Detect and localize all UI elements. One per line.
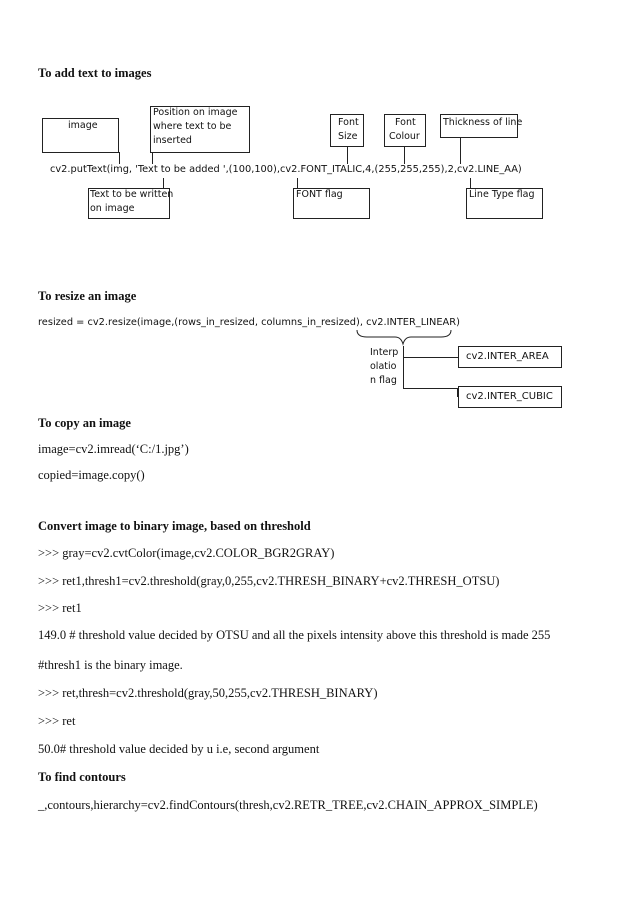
threshold-line7: >>> ret xyxy=(38,714,76,728)
label-position-line3: inserted xyxy=(153,135,192,146)
heading-copy: To copy an image xyxy=(38,416,131,430)
label-thickness: Thickness of line xyxy=(443,117,523,128)
connector-font-size xyxy=(347,147,348,164)
label-font-size-line1: Font xyxy=(338,117,359,128)
connector-font-colour xyxy=(404,147,405,164)
connector-thickness xyxy=(460,138,461,164)
curly-brace-icon xyxy=(355,328,455,348)
label-font-colour-line2: Colour xyxy=(389,131,420,142)
interp-connector-vertical xyxy=(403,346,404,388)
heading-contours: To find contours xyxy=(38,770,126,784)
interp-connector-area xyxy=(403,357,458,358)
label-font-flag: FONT flag xyxy=(296,189,343,200)
option-inter-area: cv2.INTER_AREA xyxy=(466,351,549,362)
threshold-line8: 50.0# threshold value decided by u i.e, second argument xyxy=(38,742,320,756)
threshold-line3: >>> ret1 xyxy=(38,601,82,615)
heading-resize: To resize an image xyxy=(38,289,137,303)
puttext-code: cv2.putText(img, 'Text to be added ',(100,100),cv2.FONT_ITALIC,4,(255,255,255),2,cv2.LINE_AA) xyxy=(50,164,522,175)
connector-text-written xyxy=(163,178,164,188)
label-position-line1: Position on image xyxy=(153,107,238,118)
label-line-type-flag: Line Type flag xyxy=(469,189,535,200)
threshold-line1: >>> gray=cv2.cvtColor(image,cv2.COLOR_BGR2GRAY) xyxy=(38,546,335,560)
label-text-written-line1: Text to be written xyxy=(90,189,174,200)
option-inter-cubic: cv2.INTER_CUBIC xyxy=(466,391,553,402)
heading-add-text: To add text to images xyxy=(38,66,152,80)
copy-line2: copied=image.copy() xyxy=(38,468,145,482)
interp-connector-base xyxy=(403,388,458,389)
interp-label-line2: olatio xyxy=(370,361,397,372)
interp-label-line1: Interp xyxy=(370,347,399,358)
threshold-line5: #thresh1 is the binary image. xyxy=(38,658,183,672)
threshold-line6: >>> ret,thresh=cv2.threshold(gray,50,255,cv2.THRESH_BINARY) xyxy=(38,686,378,700)
threshold-line2: >>> ret1,thresh1=cv2.threshold(gray,0,255,cv2.THRESH_BINARY+cv2.THRESH_OTSU) xyxy=(38,574,500,588)
interp-label-line3: n flag xyxy=(370,375,397,386)
connector-line-type xyxy=(470,178,471,188)
heading-threshold: Convert image to binary image, based on threshold xyxy=(38,519,311,533)
label-image: image xyxy=(68,120,98,131)
label-position-line2: where text to be xyxy=(153,121,232,132)
threshold-line4: 149.0 # threshold value decided by OTSU and all the pixels intensity above this threshold is made 255 xyxy=(38,628,551,642)
contours-line1: _,contours,hierarchy=cv2.findContours(thresh,cv2.RETR_TREE,cv2.CHAIN_APPROX_SIMPLE) xyxy=(38,798,538,812)
label-text-written-line2: on image xyxy=(90,203,135,214)
label-font-size-line2: Size xyxy=(338,131,358,142)
resize-code: resized = cv2.resize(image,(rows_in_resized, columns_in_resized), cv2.INTER_LINEAR) xyxy=(38,317,460,328)
copy-line1: image=cv2.imread(‘C:/1.jpg’) xyxy=(38,442,189,456)
label-font-colour-line1: Font xyxy=(395,117,416,128)
connector-font-flag xyxy=(297,178,298,188)
